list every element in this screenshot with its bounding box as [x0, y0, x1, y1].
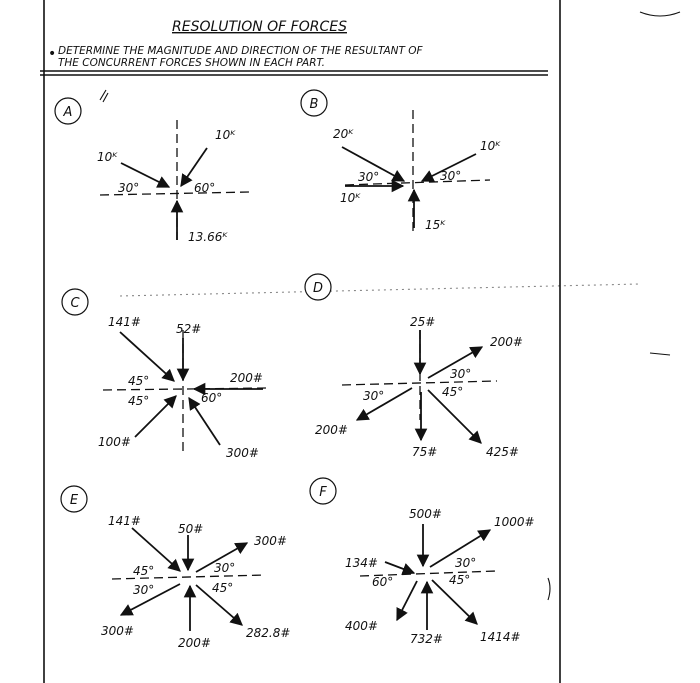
part-b-angle-2: 30° [440, 169, 462, 183]
part-e-force-2: 50# [178, 522, 204, 536]
part-f-force-2: 1000# [494, 515, 535, 529]
part-c [62, 289, 268, 460]
part-e-angle-4: 45° [212, 581, 234, 595]
part-e-angle-3: 30° [214, 561, 236, 575]
part-e-label: E [69, 493, 79, 508]
part-f [310, 478, 535, 646]
part-d-horizontal-axis [342, 381, 497, 385]
instruction-line-2: THE CONCURRENT FORCES SHOWN IN EACH PART. [58, 57, 326, 69]
part-f-force-1: 500# [409, 507, 442, 521]
part-e-angle-1: 45° [133, 564, 155, 578]
part-c-angle-2: 45° [128, 394, 150, 408]
part-e-force-1: 141# [108, 514, 141, 528]
part-c-force-5: 300# [226, 446, 259, 460]
part-f-force-6: 1414# [480, 630, 521, 644]
part-d-force-1: 25# [410, 315, 436, 329]
part-a-force-3: 13.66ᴷ [188, 230, 228, 244]
instruction-line-1: DETERMINE THE MAGNITUDE AND DIRECTION OF THE RESULTANT OF [58, 45, 423, 57]
part-b-force-2: 10ᴷ [480, 139, 501, 153]
part-f-force-4: 400# [345, 619, 378, 633]
part-a-angle-1: 30° [118, 181, 140, 195]
bracket-mark [548, 578, 550, 600]
part-b-label: B [309, 97, 319, 112]
part-e-angle-2: 30° [133, 583, 155, 597]
part-a-force-1: 10ᴷ [97, 150, 118, 164]
part-d-label: D [312, 281, 324, 296]
part-c-label: C [70, 296, 80, 311]
part-b-force-4: 15ᴷ [425, 218, 446, 232]
part-d-angle-2: 30° [450, 367, 472, 381]
part-d-angle-3: 45° [442, 385, 464, 399]
row-separator [120, 284, 640, 296]
part-c-arrow-300 [189, 398, 220, 445]
part-c-force-4: 100# [98, 435, 131, 449]
part-f-angle-1: 60° [372, 575, 394, 589]
corner-mark [640, 12, 680, 16]
part-d-force-2: 200# [490, 335, 523, 349]
part-e [61, 486, 290, 650]
part-d-force-4: 75# [412, 445, 438, 459]
part-e-force-5: 200# [178, 636, 211, 650]
part-d-force-3: 200# [315, 423, 348, 437]
part-c-force-1: 141# [108, 315, 141, 329]
part-b [301, 90, 501, 235]
part-f-angle-2: 30° [455, 556, 477, 570]
bullet: • [48, 46, 57, 62]
part-e-force-6: 282.8# [246, 626, 291, 640]
part-f-label: F [319, 485, 327, 500]
part-e-force-4: 300# [101, 624, 134, 638]
part-d-force-5: 425# [486, 445, 519, 459]
page-title: RESOLUTION OF FORCES [172, 19, 347, 35]
part-b-force-3: 10ᴷ [340, 191, 361, 205]
edge-mark [650, 353, 670, 355]
part-e-force-3: 300# [254, 534, 287, 548]
part-c-angle-3: 60° [201, 391, 223, 405]
part-a-angle-2: 60° [194, 181, 216, 195]
part-f-arrow-134 [385, 562, 414, 573]
part-a [55, 98, 250, 244]
part-c-force-3: 200# [230, 371, 263, 385]
part-b-force-1: 20ᴷ [333, 127, 354, 141]
part-b-angle-1: 30° [358, 170, 380, 184]
part-f-angle-3: 45° [449, 573, 471, 587]
pencil-mark [100, 90, 108, 102]
part-d-angle-1: 30° [363, 389, 385, 403]
part-a-force-2: 10ᴷ [215, 128, 236, 142]
part-f-force-3: 134# [345, 556, 378, 570]
part-c-angle-1: 45° [128, 374, 150, 388]
part-a-label: A [63, 105, 73, 120]
part-c-force-2: 52# [176, 322, 202, 336]
part-f-force-5: 732# [410, 632, 443, 646]
part-f-arrow-400 [397, 581, 417, 620]
part-d [305, 274, 523, 459]
